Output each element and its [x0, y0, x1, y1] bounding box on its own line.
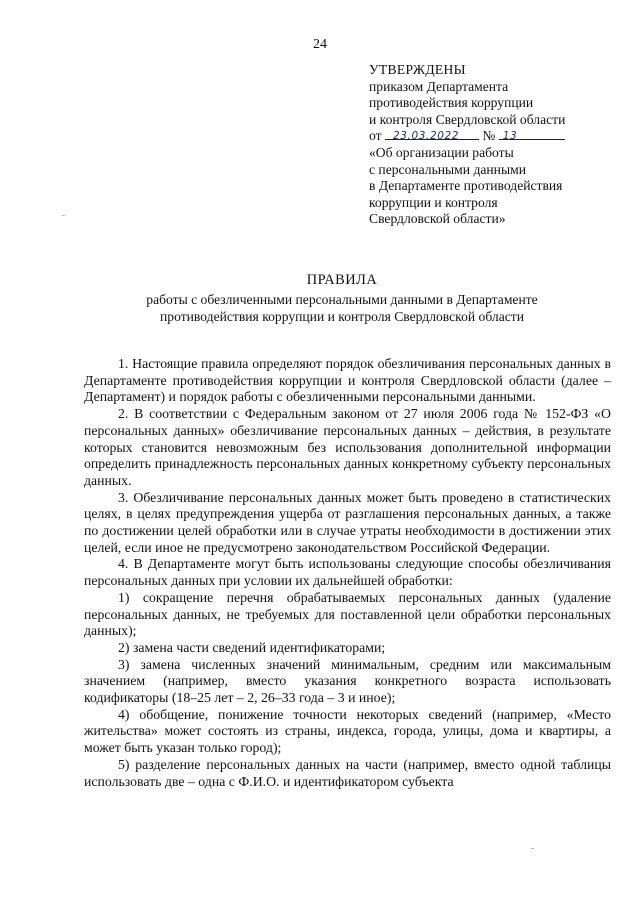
- document-subtitle: [92, 292, 592, 325]
- subject-line: Свердловской области»: [369, 211, 506, 227]
- approval-stamp: [369, 62, 619, 228]
- paragraph-3: 3. Обезличивание персональных данных может быть проведено в статистических целях, в целях предупреждения ущерба от разглашения персональных данных, а также по достижении целей обработки или в случае утраты необходимости в достижении этих целей, если иное не предусмотрено законодательством Российской Федерации.: [84, 489, 611, 555]
- list-item-4: 4) обобщение, понижение точности некоторых сведений (например, «Место жительства» может состоять из страны, индекса, города, улицы, дома и квартиры, а может быть указан только город);: [84, 706, 611, 756]
- list-item-1: 1) сокращение перечня обрабатываемых персональных данных (удаление персональных данных, не требуемых для поставленной цели обработки персональных данных);: [84, 589, 611, 639]
- number-prefix: №: [482, 128, 496, 144]
- approval-heading: УТВЕРЖДЕНЫ: [369, 62, 466, 77]
- handwritten-number: 13: [502, 130, 518, 143]
- list-item-2: 2) замена части сведений идентификаторами;: [118, 639, 386, 655]
- document-body: [84, 356, 611, 790]
- paragraph-4: 4. В Департаменте могут быть использованы следующие способы обезличивания персональных данных при условии их дальнейшей обработки:: [84, 556, 611, 589]
- number-field: [499, 128, 565, 143]
- subject-line: в Департаменте противодействия: [369, 178, 563, 194]
- list-item-3: 3) замена численных значений минимальным, средним или максимальным значением (например, вместо указания конкретного возраста использовать кодификаторы (18–25 лет – 2, 26–33 года – 3 и иное);: [84, 656, 611, 706]
- approval-line: противодействия коррупции: [369, 95, 534, 111]
- subject-line: коррупции и контроля: [369, 194, 498, 210]
- subtitle-line: противодействия коррупции и контроля Свердловской области: [160, 308, 524, 324]
- handwritten-date: 23.03.2022: [392, 130, 460, 143]
- approval-line: приказом Департамента: [369, 78, 509, 94]
- page-number: 24: [313, 37, 327, 52]
- scan-speck: [531, 848, 534, 849]
- subject-line: «Об организации работы: [369, 144, 514, 160]
- list-item-5: 5) разделение персональных данных на части (например, вместо одной таблицы использовать две – одна с Ф.И.О. и идентификатором субъекта: [84, 756, 611, 789]
- paragraph-1: 1. Настоящие правила определяют порядок обезличивания персональных данных в Департаменте противодействия коррупции и контроля Свердловской области (далее – Департамент) и порядок работы с обезличенными персональными данными.: [84, 356, 611, 405]
- document-title: ПРАВИЛА: [306, 272, 378, 288]
- subject-line: с персональными данными: [369, 161, 526, 177]
- date-field: [385, 128, 479, 143]
- subtitle-line: работы с обезличенными персональными данными в Департаменте: [146, 292, 538, 307]
- paragraph-2: 2. В соответствии с Федеральным законом от 27 июля 2006 года № 152-ФЗ «О персональных данных» обезличивание персональных данных – действия, в результате которых становится невозможным без использования дополнительной информации определить принадлежность персональных данных конкретному субъекту персональных данных.: [84, 406, 611, 488]
- document-title-block: [92, 271, 592, 325]
- order-date-number-line: [369, 128, 619, 145]
- scan-speck: [62, 215, 65, 216]
- approval-line: и контроля Свердловской области: [369, 111, 566, 127]
- date-prefix: от: [369, 128, 382, 144]
